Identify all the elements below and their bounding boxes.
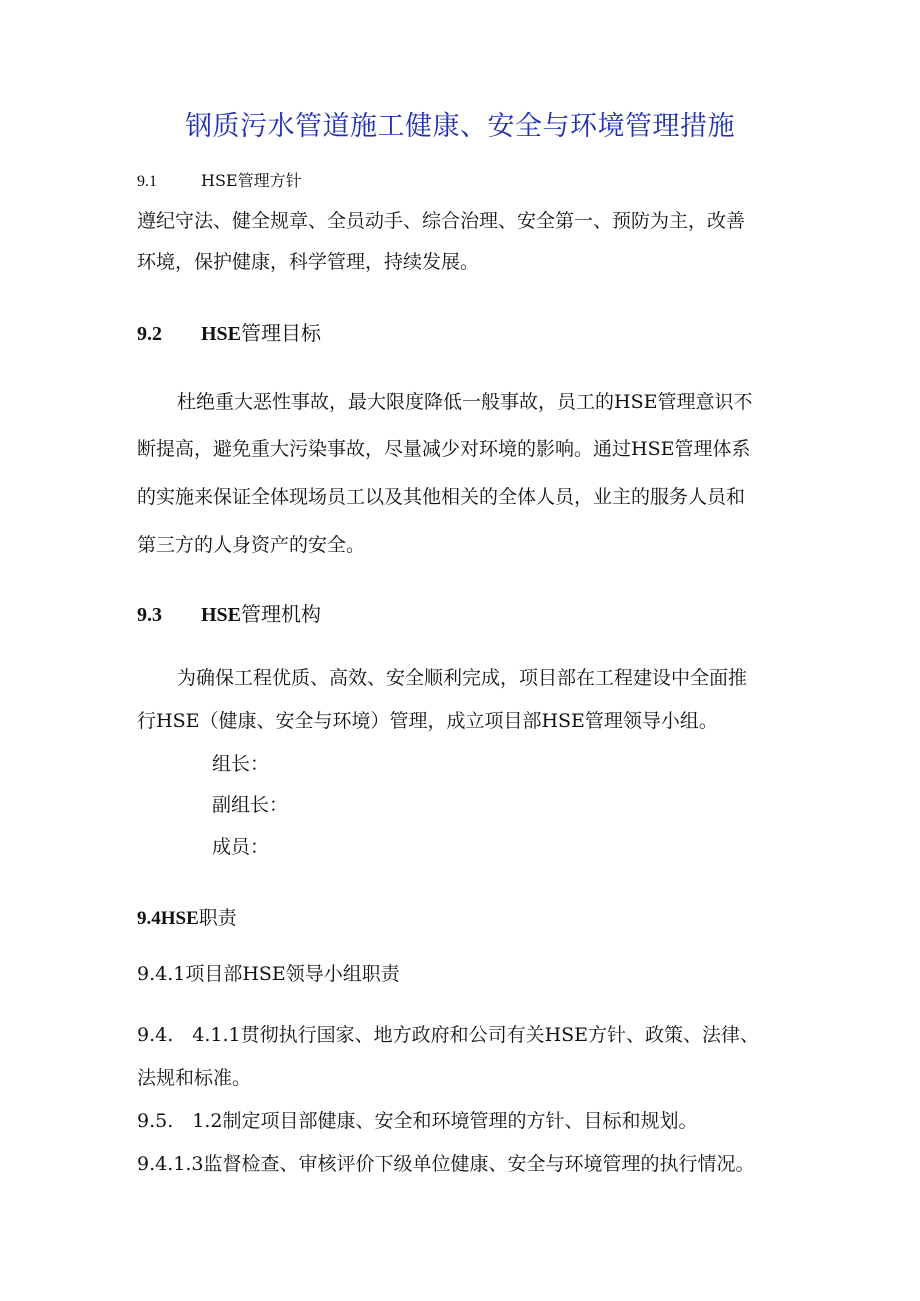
section-9-3-heading	[137, 601, 321, 628]
list-item: 9.4.1.3监督检查、审核评价下级单位健康、安全与环境管理的执行情况。	[137, 1153, 755, 1175]
section-9-2-heading	[137, 320, 321, 347]
section-number: 9.1	[137, 173, 157, 190]
list-item: 9.5. 1.2制定项目部健康、安全和环境管理的方针、目标和规划。	[137, 1110, 698, 1132]
paragraph-line: 行HSE（健康、安全与环境）管理，成立项目部HSE管理领导小组。	[137, 710, 718, 732]
subsection-9-4-1: 9.4.1项目部HSE领导小组职责	[137, 963, 400, 985]
role-deputy-leader: 副组长：	[212, 794, 289, 816]
section-label: 管理机构	[241, 602, 322, 626]
section-9-1-heading	[137, 168, 302, 195]
page-title: 钢质污水管道施工健康、安全与环境管理措施	[185, 111, 735, 142]
paragraph-line: 的实施来保证全体现场员工以及其他相关的全体人员，业主的服务人员和	[137, 486, 746, 508]
paragraph-line: 遵纪守法、健全规章、全员动手、综合治理、安全第一、预防为主，改善	[137, 210, 746, 232]
paragraph-line: 断提高，避免重大污染事故，尽量减少对环境的影响。通过HSE管理体系	[137, 438, 751, 460]
section-number: 9.3	[137, 604, 162, 626]
list-item: 9.4. 4.1.1贯彻执行国家、地方政府和公司有关HSE方针、政策、法律、	[137, 1024, 760, 1046]
section-label: HSE管理方针	[201, 171, 302, 190]
paragraph-line: 第三方的人身资产的安全。	[137, 534, 366, 556]
section-label: 职责	[198, 907, 237, 929]
section-9-4-heading	[137, 905, 237, 932]
section-label-latin: HSE	[201, 604, 242, 626]
section-number: 9.4HSE	[137, 908, 199, 929]
paragraph-line: 杜绝重大恶性事故，最大限度降低一般事故，员工的HSE管理意识不	[177, 391, 753, 413]
section-label: 管理目标	[241, 321, 322, 345]
paragraph-line: 环境，保护健康，科学管理，持续发展。	[137, 251, 480, 273]
role-leader: 组长：	[212, 753, 270, 775]
section-label-latin: HSE	[201, 323, 242, 345]
role-members: 成员：	[212, 836, 270, 858]
section-number: 9.2	[137, 323, 162, 345]
list-item: 法规和标准。	[137, 1067, 252, 1089]
paragraph-line: 为确保工程优质、高效、安全顺利完成，项目部在工程建设中全面推	[177, 667, 748, 689]
